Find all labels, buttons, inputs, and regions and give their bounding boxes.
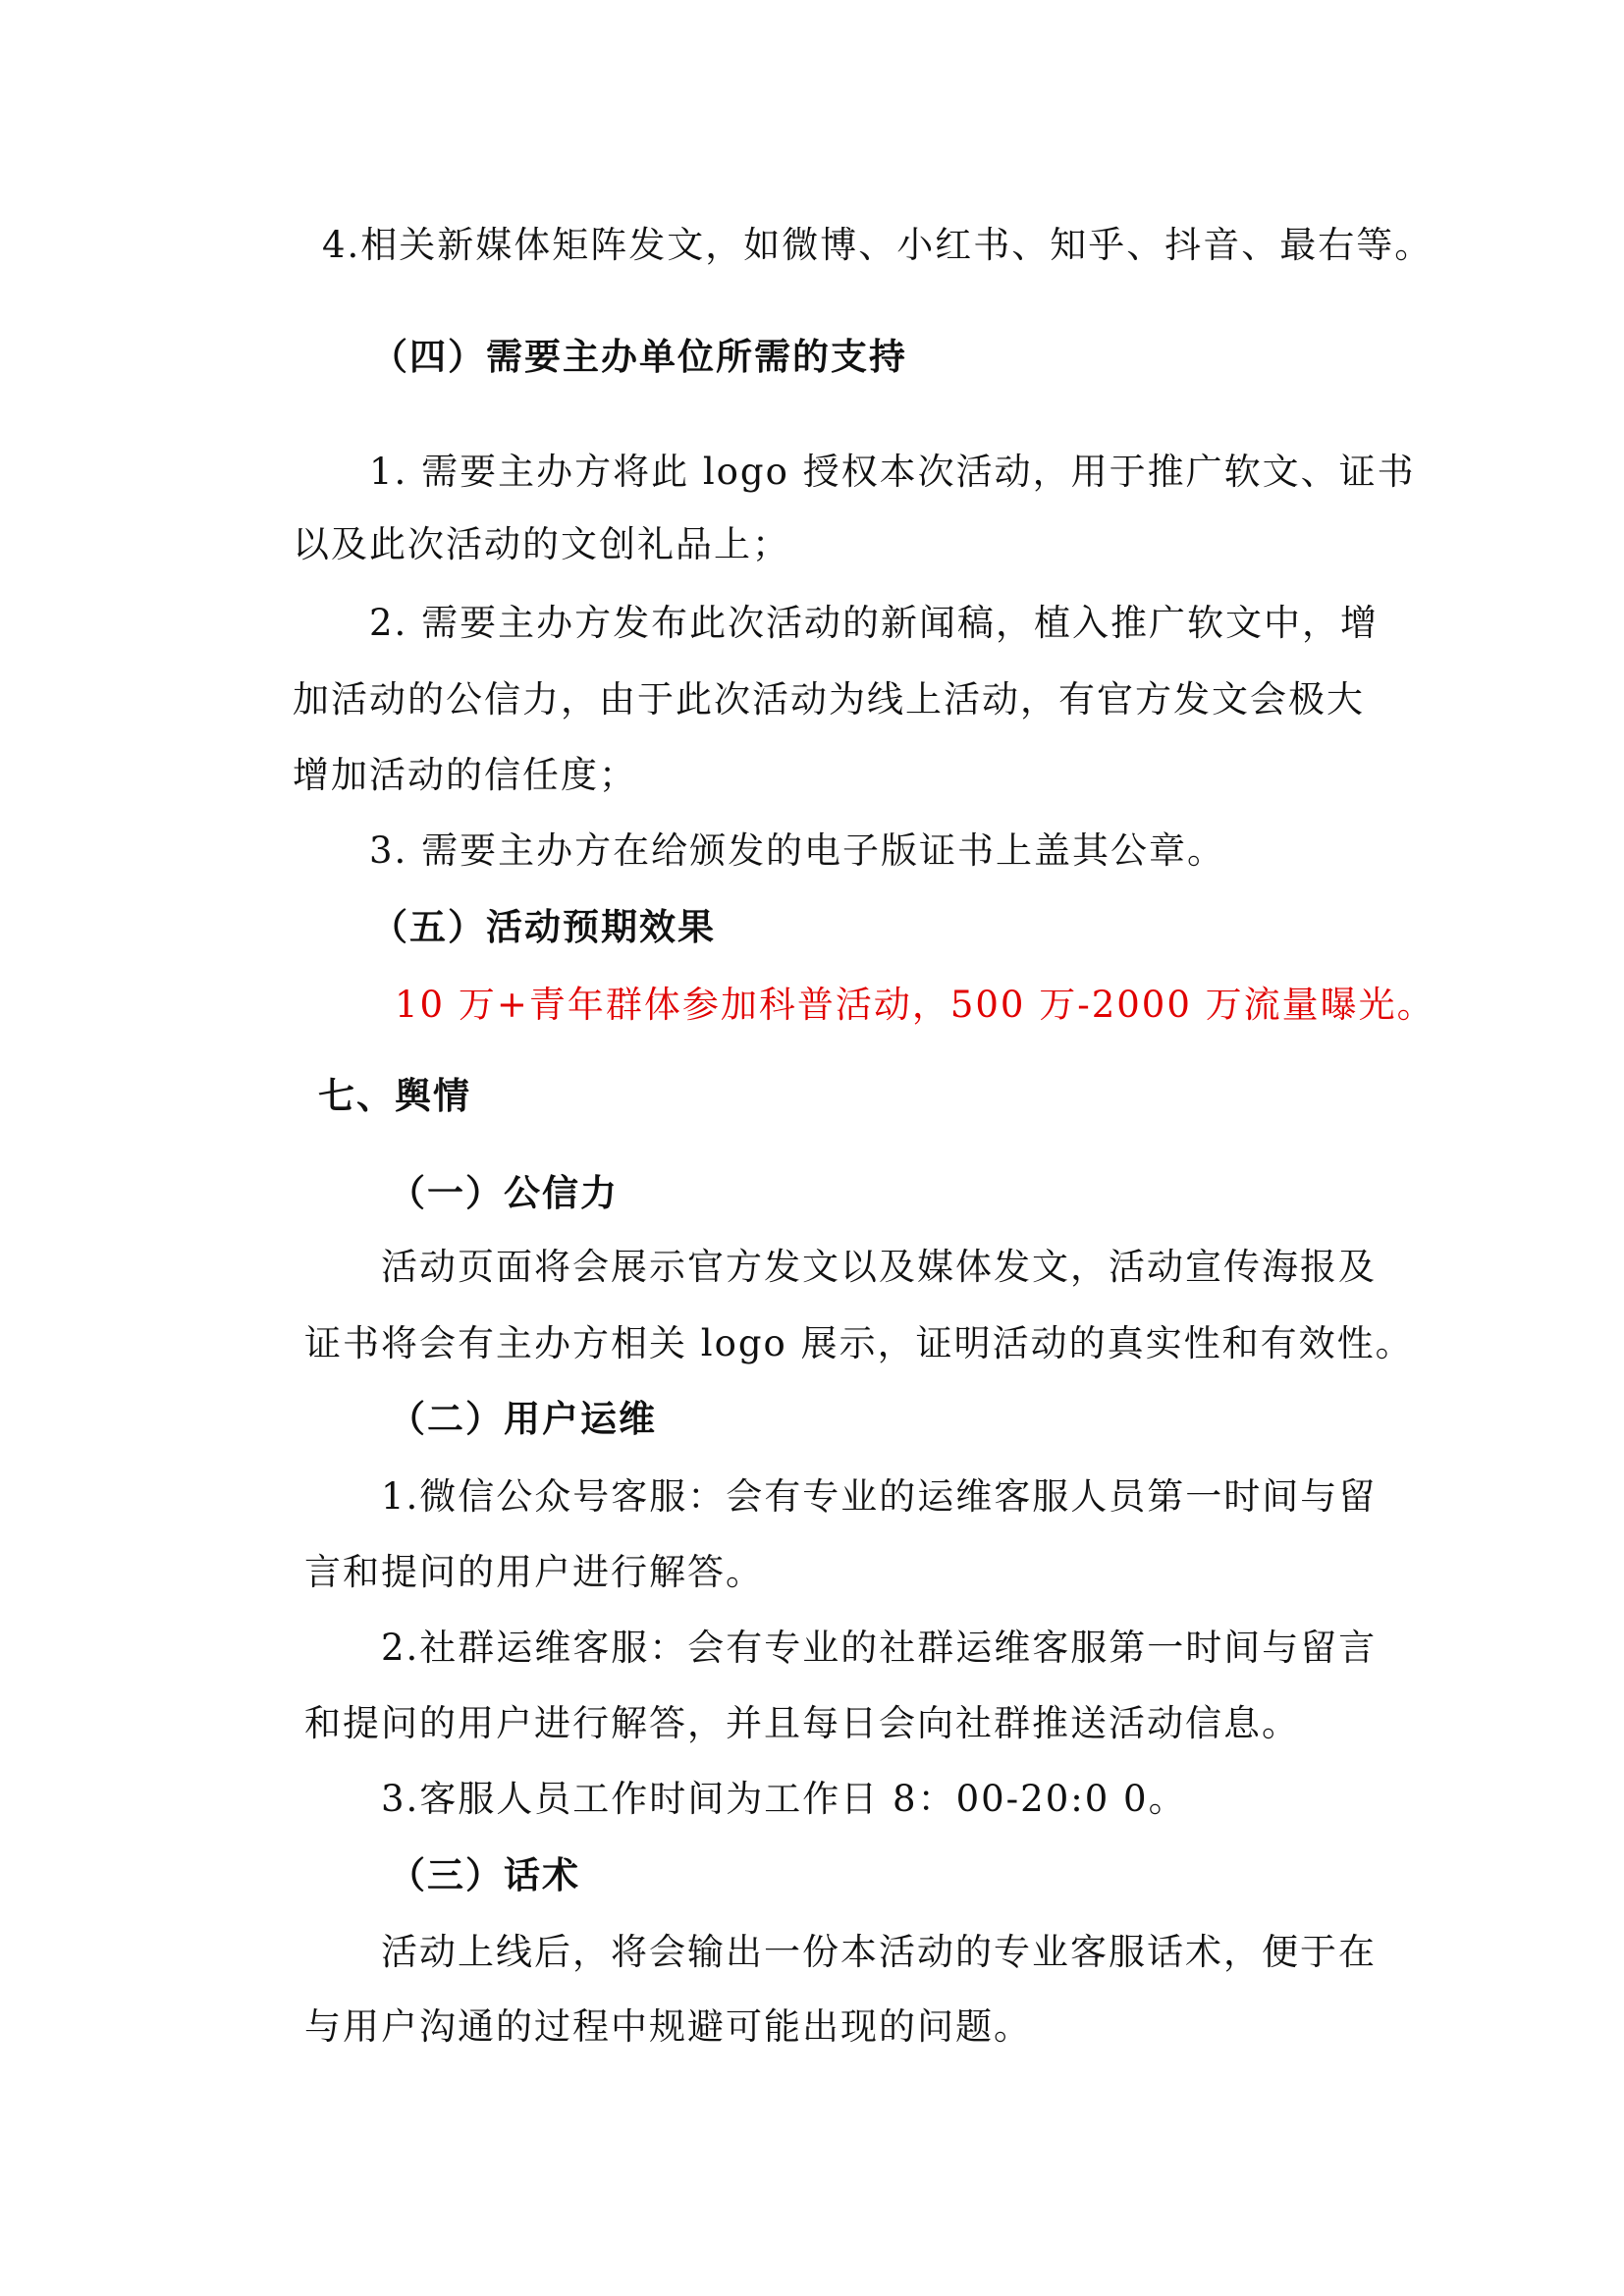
ops-1-line2: 言和提问的用户进行解答。 [304,1551,764,1593]
ops-3: 3.客服人员工作时间为工作日 8：00-20:0 0。 [381,1778,1187,1820]
sub-1-title: （一）公信力 [389,1172,619,1214]
support-2-line2: 加活动的公信力，由于此次活动为线上活动，有官方发文会极大 [293,678,1365,721]
support-2-line1: 2. 需要主办方发布此次活动的新闻稿，植入推广软文中，增 [369,602,1380,644]
script-line2: 与用户沟通的过程中规避可能出现的问题。 [304,2005,1032,2048]
sub-3-title: （三）话术 [389,1854,580,1896]
script-line1: 活动上线后，将会输出一份本活动的专业客服话术，便于在 [381,1931,1377,1973]
section-4-title: （四）需要主办单位所需的支持 [371,336,907,378]
support-1-line1: 1. 需要主办方将此 logo 授权本次活动，用于推广软文、证书 [369,451,1416,493]
chapter-7-title: 七、舆情 [318,1075,471,1117]
sub-2-title: （二）用户运维 [389,1398,657,1440]
item-4-media: 4.相关新媒体矩阵发文，如微博、小红书、知乎、抖音、最右等。 [322,224,1434,266]
ops-1-line1: 1.微信公众号客服：会有专业的运维客服人员第一时间与留 [381,1475,1378,1518]
credibility-line1: 活动页面将会展示官方发文以及媒体发文，活动宣传海报及 [381,1246,1377,1288]
support-1-line2: 以及此次活动的文创礼品上； [293,523,790,565]
credibility-line2: 证书将会有主办方相关 logo 展示，证明活动的真实性和有效性。 [304,1322,1414,1364]
ops-2-line1: 2.社群运维客服：会有专业的社群运维客服第一时间与留言 [381,1627,1378,1669]
support-2-line3: 增加活动的信任度； [293,754,637,796]
section-5-title: （五）活动预期效果 [371,906,716,948]
support-3: 3. 需要主办方在给颁发的电子版证书上盖其公章。 [369,829,1226,872]
ops-2-line2: 和提问的用户进行解答，并且每日会向社群推送活动信息。 [304,1702,1300,1744]
expected-effect: 10 万+青年群体参加科普活动，500 万-2000 万流量曝光。 [395,984,1435,1026]
